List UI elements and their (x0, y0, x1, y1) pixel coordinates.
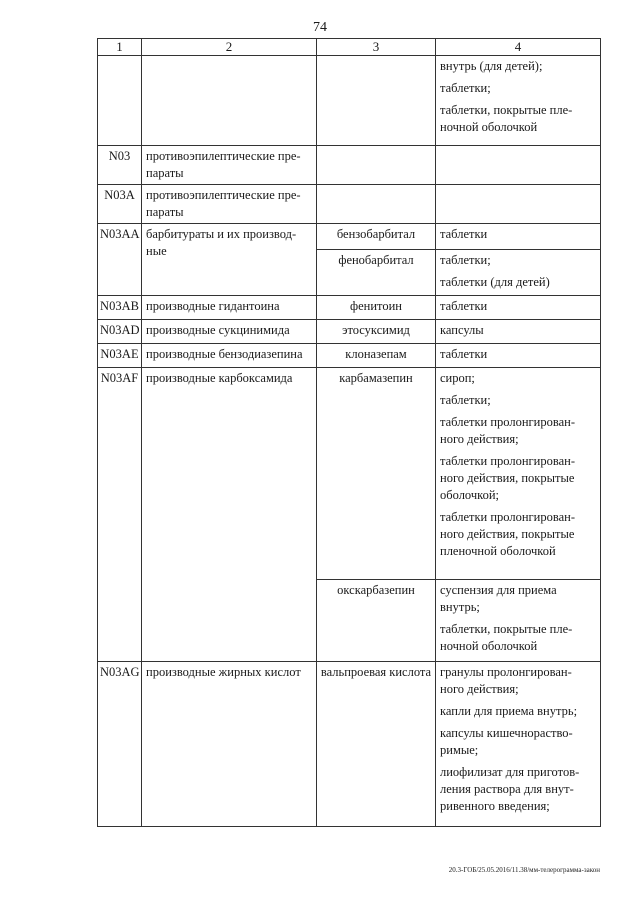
dosage-forms-cell (436, 185, 601, 224)
dosage-form: сироп; (440, 371, 475, 385)
group-name: производные гидантоина (142, 296, 317, 320)
dosage-form: таблетки (440, 227, 488, 241)
dosage-forms-cell (436, 320, 601, 344)
dosage-form: гранулы пролонгирован- ного действия; (440, 665, 572, 696)
dosage-forms-cell (436, 368, 601, 580)
code-cell (98, 56, 142, 146)
atc-code: N03AE (98, 344, 142, 368)
drug-name-cell (317, 56, 436, 146)
dosage-form: таблетки пролонгирован- ного действия, покрытые оболочкой; (440, 454, 576, 502)
header-col-1: 1 (98, 39, 142, 56)
drug-name: окскарбазепин (317, 580, 436, 662)
dosage-forms-cell (436, 146, 601, 185)
dosage-form: капсулы кишечнораство- римые; (440, 726, 573, 757)
dosage-form: таблетки пролонгирован- ного действия; (440, 415, 576, 446)
group-name: производные карбоксамида (142, 368, 317, 662)
table-row-n03ag (98, 662, 601, 827)
drug-name: карбамазепин (317, 368, 436, 580)
group-name: противоэпилептические пре- параты (142, 185, 317, 224)
dosage-form: капли для приема внутрь; (440, 704, 578, 718)
dosage-form: капсулы (440, 323, 484, 337)
dosage-forms-cell (436, 296, 601, 320)
drug-name: клоназепам (317, 344, 436, 368)
group-name: барбитураты и их производ- ные (142, 224, 317, 296)
dosage-form: таблетки (440, 347, 488, 361)
table-header-row (98, 39, 601, 56)
dosage-forms-cell (436, 224, 601, 250)
header-col-4: 4 (436, 39, 601, 56)
drug-name: вальпроевая кислота (317, 662, 436, 827)
drug-name: этосуксимид (317, 320, 436, 344)
dosage-form: таблетки (для детей) (440, 275, 550, 289)
table-row-continuation (98, 56, 601, 146)
group-name: противоэпилептические пре- параты (142, 146, 317, 185)
table-row-n03a (98, 185, 601, 224)
atc-code: N03 (98, 146, 142, 185)
group-name: производные жирных кислот (142, 662, 317, 827)
dosage-form: таблетки; (440, 81, 491, 95)
dosage-form: таблетки; (440, 393, 491, 407)
dosage-forms-cell (436, 662, 601, 827)
drug-table (97, 38, 600, 827)
dosage-form: внутрь (для детей); (440, 59, 543, 73)
dosage-forms-cell (436, 344, 601, 368)
atc-code: N03AF (98, 368, 142, 662)
drug-name-cell (317, 185, 436, 224)
atc-code: N03AG (98, 662, 142, 827)
dosage-form: таблетки (440, 299, 488, 313)
dosage-form: таблетки; (440, 253, 491, 267)
atc-code: N03A (98, 185, 142, 224)
drug-name: бензобарбитал (317, 224, 436, 250)
dosage-form: суспензия для приема внутрь; (440, 583, 557, 614)
dosage-form: таблетки пролонгирован- ного действия, покрытые пленочной оболочкой (440, 510, 576, 558)
dosage-forms-cell (436, 250, 601, 296)
atc-code: N03AB (98, 296, 142, 320)
table-row-n03ae (98, 344, 601, 368)
table-row-n03ad (98, 320, 601, 344)
dosage-form: лиофилизат для приготов- ления раствора для внут- ривенного введения; (440, 765, 580, 813)
table-row-n03af (98, 368, 601, 580)
dosage-forms-cell (436, 580, 601, 662)
group-name-cell (142, 56, 317, 146)
table-row-n03ab (98, 296, 601, 320)
footer-stamp: 20.3-ГОБ/25.05.2016/11.38/мм-телерограмма-закон (448, 866, 600, 874)
drug-name-cell (317, 146, 436, 185)
atc-code: N03AA (98, 224, 142, 296)
header-col-2: 2 (142, 39, 317, 56)
page-number: 74 (313, 20, 327, 35)
drug-name: фенитоин (317, 296, 436, 320)
group-name: производные сукцинимида (142, 320, 317, 344)
atc-code: N03AD (98, 320, 142, 344)
dosage-form: таблетки, покрытые пле- ночной оболочкой (440, 103, 573, 134)
drug-name: фенобарбитал (317, 250, 436, 296)
group-name: производные бензодиазепина (142, 344, 317, 368)
dosage-forms-cell (436, 56, 601, 146)
header-col-3: 3 (317, 39, 436, 56)
table-row-n03 (98, 146, 601, 185)
dosage-form: таблетки, покрытые пле- ночной оболочкой (440, 622, 573, 653)
table-row-n03aa (98, 224, 601, 250)
